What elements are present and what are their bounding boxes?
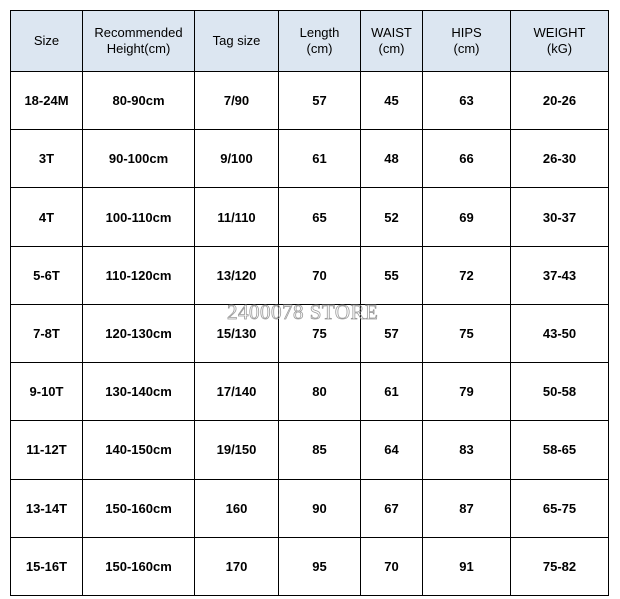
header-length: Length (cm) xyxy=(279,11,361,72)
header-row xyxy=(11,11,609,72)
cell-tag-size: 19/150 xyxy=(195,421,279,479)
cell-tag-size: 11/110 xyxy=(195,188,279,246)
cell-height: 90-100cm xyxy=(83,130,195,188)
cell-tag-size: 9/100 xyxy=(195,130,279,188)
cell-tag-size: 13/120 xyxy=(195,246,279,304)
cell-weight: 65-75 xyxy=(511,479,609,537)
size-chart xyxy=(10,10,608,596)
cell-hips: 87 xyxy=(423,479,511,537)
cell-length: 65 xyxy=(279,188,361,246)
table-row xyxy=(11,130,609,188)
cell-size: 18-24M xyxy=(11,72,83,130)
cell-weight: 20-26 xyxy=(511,72,609,130)
cell-tag-size: 17/140 xyxy=(195,363,279,421)
cell-tag-size: 7/90 xyxy=(195,72,279,130)
table-row xyxy=(11,246,609,304)
size-chart-table xyxy=(10,10,609,596)
cell-length: 95 xyxy=(279,537,361,595)
cell-waist: 57 xyxy=(361,304,423,362)
cell-length: 80 xyxy=(279,363,361,421)
cell-hips: 72 xyxy=(423,246,511,304)
cell-hips: 83 xyxy=(423,421,511,479)
cell-hips: 91 xyxy=(423,537,511,595)
table-row xyxy=(11,479,609,537)
cell-waist: 67 xyxy=(361,479,423,537)
cell-tag-size: 160 xyxy=(195,479,279,537)
cell-height: 140-150cm xyxy=(83,421,195,479)
cell-length: 70 xyxy=(279,246,361,304)
cell-length: 85 xyxy=(279,421,361,479)
cell-waist: 48 xyxy=(361,130,423,188)
cell-waist: 64 xyxy=(361,421,423,479)
cell-length: 61 xyxy=(279,130,361,188)
cell-weight: 50-58 xyxy=(511,363,609,421)
table-body xyxy=(11,72,609,596)
cell-hips: 75 xyxy=(423,304,511,362)
table-row xyxy=(11,421,609,479)
cell-waist: 61 xyxy=(361,363,423,421)
cell-waist: 45 xyxy=(361,72,423,130)
cell-waist: 52 xyxy=(361,188,423,246)
cell-height: 110-120cm xyxy=(83,246,195,304)
cell-height: 80-90cm xyxy=(83,72,195,130)
cell-hips: 69 xyxy=(423,188,511,246)
cell-length: 57 xyxy=(279,72,361,130)
cell-hips: 63 xyxy=(423,72,511,130)
header-hips: HIPS (cm) xyxy=(423,11,511,72)
cell-height: 150-160cm xyxy=(83,479,195,537)
cell-size: 15-16T xyxy=(11,537,83,595)
cell-weight: 30-37 xyxy=(511,188,609,246)
cell-weight: 58-65 xyxy=(511,421,609,479)
table-row xyxy=(11,72,609,130)
cell-tag-size: 15/130 xyxy=(195,304,279,362)
cell-hips: 66 xyxy=(423,130,511,188)
cell-size: 4T xyxy=(11,188,83,246)
cell-size: 13-14T xyxy=(11,479,83,537)
cell-height: 120-130cm xyxy=(83,304,195,362)
cell-weight: 43-50 xyxy=(511,304,609,362)
table-row xyxy=(11,363,609,421)
table-row xyxy=(11,537,609,595)
cell-weight: 75-82 xyxy=(511,537,609,595)
header-tag-size: Tag size xyxy=(195,11,279,72)
cell-waist: 55 xyxy=(361,246,423,304)
store-watermark: 2400078 STORE xyxy=(227,300,379,324)
cell-height: 100-110cm xyxy=(83,188,195,246)
cell-waist: 70 xyxy=(361,537,423,595)
cell-size: 9-10T xyxy=(11,363,83,421)
header-waist: WAIST (cm) xyxy=(361,11,423,72)
table-row xyxy=(11,304,609,362)
header-recommended-height: Recommended Height(cm) xyxy=(83,11,195,72)
header-weight: WEIGHT (kG) xyxy=(511,11,609,72)
cell-height: 150-160cm xyxy=(83,537,195,595)
cell-length: 90 xyxy=(279,479,361,537)
cell-length: 75 xyxy=(279,304,361,362)
table-row xyxy=(11,188,609,246)
cell-height: 130-140cm xyxy=(83,363,195,421)
header-size: Size xyxy=(11,11,83,72)
cell-weight: 37-43 xyxy=(511,246,609,304)
cell-size: 7-8T xyxy=(11,304,83,362)
cell-tag-size: 170 xyxy=(195,537,279,595)
cell-size: 5-6T xyxy=(11,246,83,304)
cell-hips: 79 xyxy=(423,363,511,421)
cell-size: 3T xyxy=(11,130,83,188)
cell-size: 11-12T xyxy=(11,421,83,479)
cell-weight: 26-30 xyxy=(511,130,609,188)
